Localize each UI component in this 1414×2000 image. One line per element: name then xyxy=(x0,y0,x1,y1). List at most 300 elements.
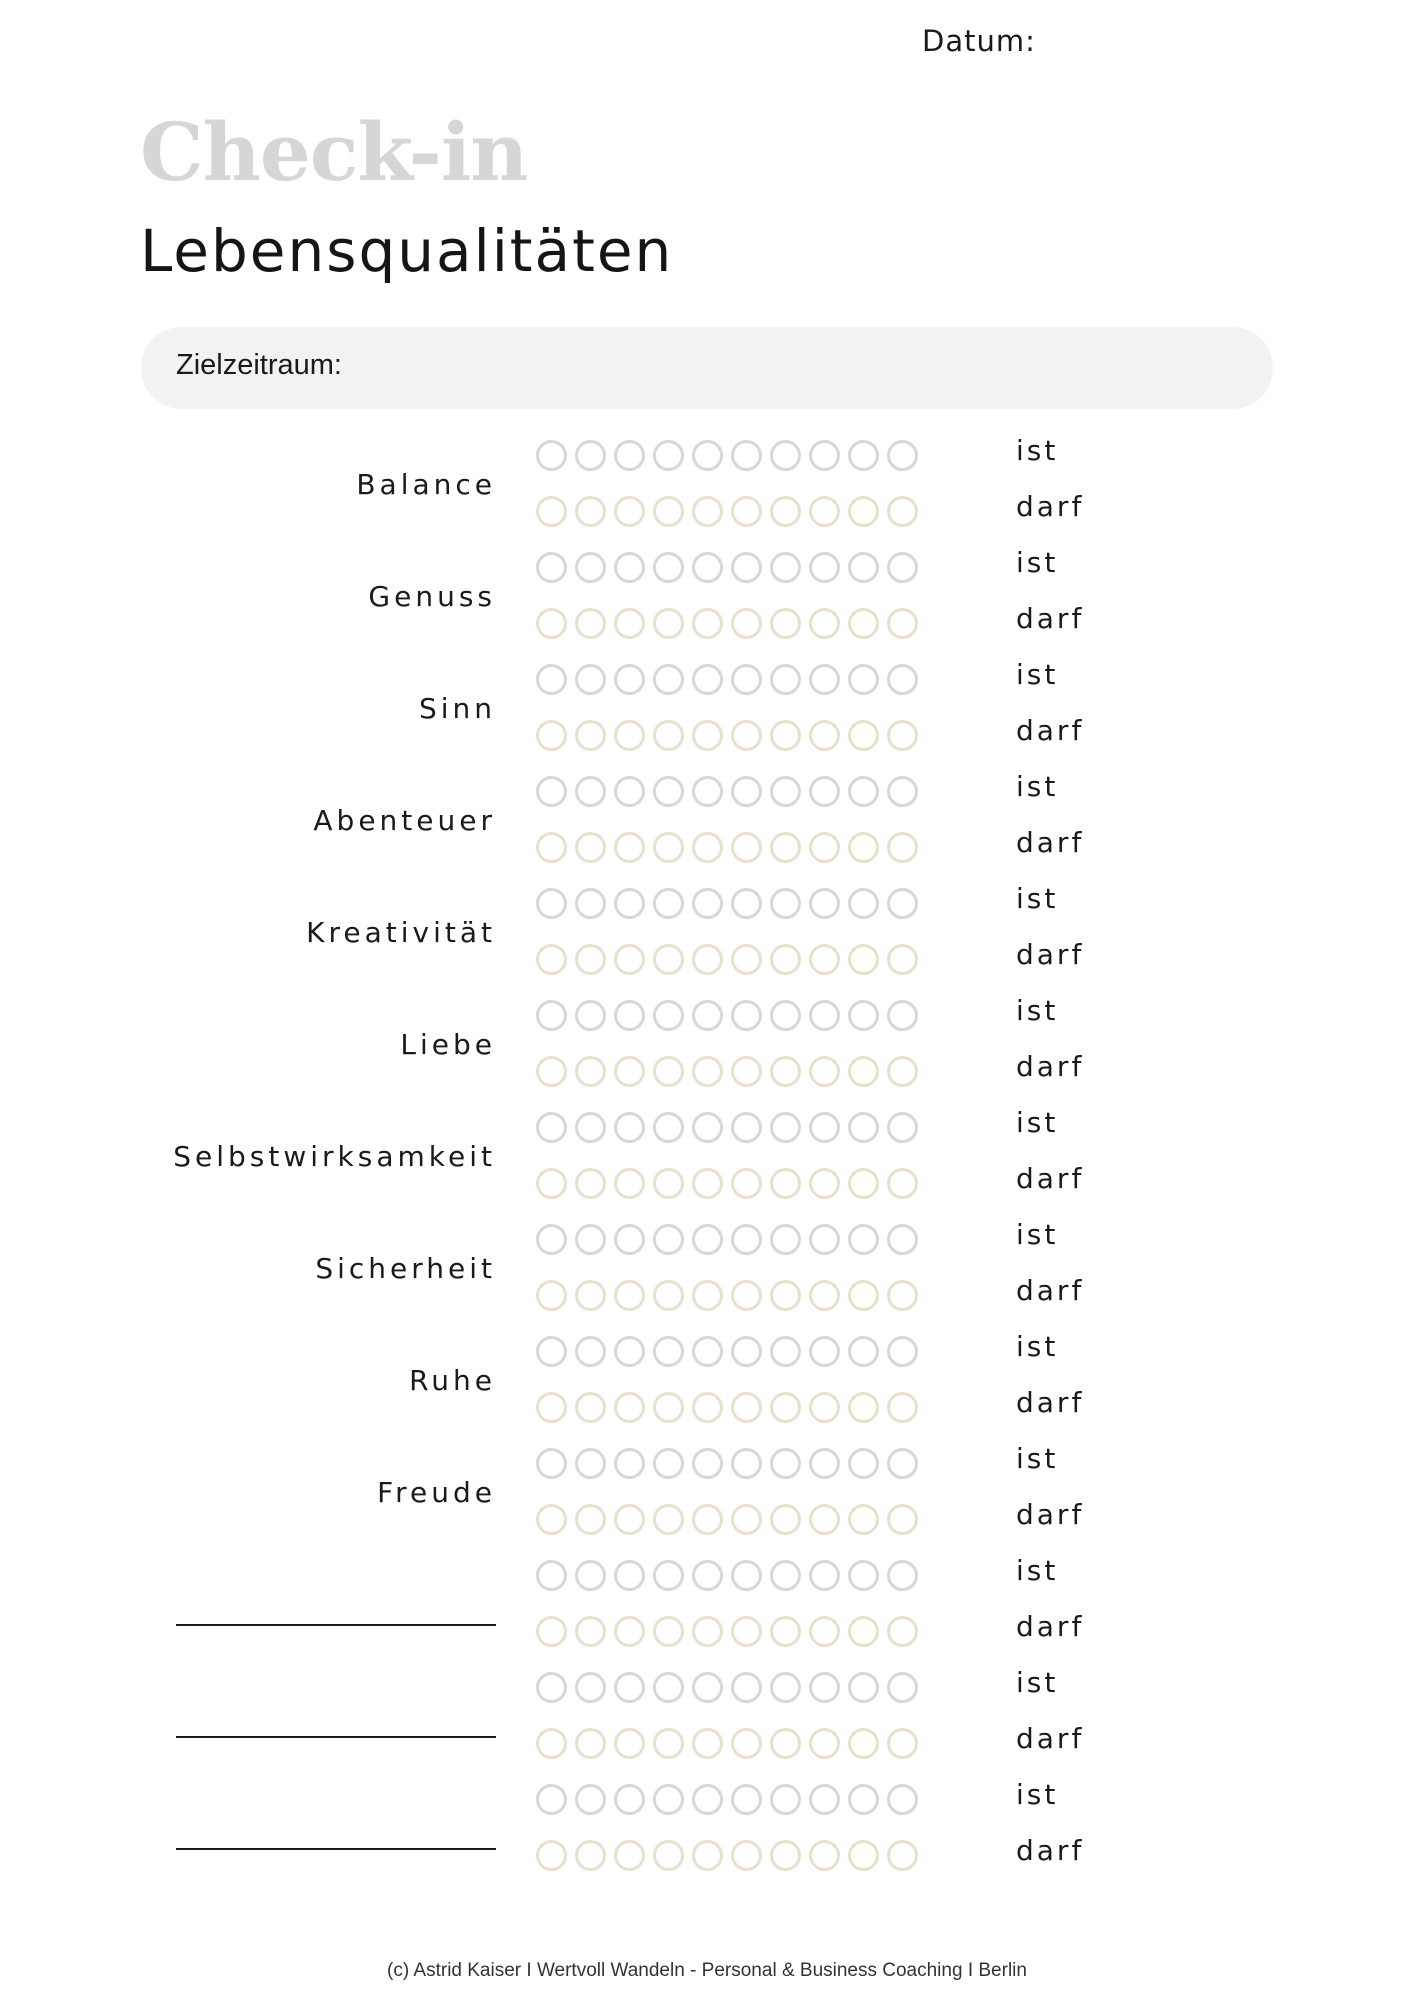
ist-rating-circle[interactable] xyxy=(575,1336,606,1367)
darf-rating-circle[interactable] xyxy=(692,496,723,527)
darf-rating-circle[interactable] xyxy=(692,944,723,975)
ist-rating-circle[interactable] xyxy=(692,440,723,471)
darf-rating-circle[interactable] xyxy=(731,1280,762,1311)
darf-rating-circle[interactable] xyxy=(692,1616,723,1647)
ist-rating-circle[interactable] xyxy=(653,1000,684,1031)
darf-rating-circle[interactable] xyxy=(848,944,879,975)
ist-rating-circle[interactable] xyxy=(770,1112,801,1143)
darf-rating-circle[interactable] xyxy=(575,1728,606,1759)
ist-rating-circle[interactable] xyxy=(692,664,723,695)
ist-rating-circle[interactable] xyxy=(887,1000,918,1031)
darf-rating-row xyxy=(536,608,918,639)
darf-rating-circle[interactable] xyxy=(887,944,918,975)
ist-rating-circle[interactable] xyxy=(770,1560,801,1591)
ist-rating-circle[interactable] xyxy=(614,552,645,583)
ist-rating-circle[interactable] xyxy=(536,1448,567,1479)
darf-rating-circle[interactable] xyxy=(653,944,684,975)
darf-rating-circle[interactable] xyxy=(848,1056,879,1087)
ist-rating-circle[interactable] xyxy=(692,776,723,807)
darf-rating-circle[interactable] xyxy=(536,1168,567,1199)
ist-rating-circle[interactable] xyxy=(692,1560,723,1591)
darf-rating-circle[interactable] xyxy=(575,1840,606,1871)
category-row xyxy=(0,768,1414,880)
ist-rating-circle[interactable] xyxy=(614,1224,645,1255)
ist-rating-circle[interactable] xyxy=(614,776,645,807)
ist-rating-circle[interactable] xyxy=(731,888,762,919)
darf-rating-circle[interactable] xyxy=(692,720,723,751)
darf-rating-circle[interactable] xyxy=(536,1392,567,1423)
darf-rating-circle[interactable] xyxy=(848,832,879,863)
darf-rating-circle[interactable] xyxy=(692,1280,723,1311)
darf-rating-circle[interactable] xyxy=(653,1168,684,1199)
darf-rating-circle[interactable] xyxy=(536,608,567,639)
darf-rating-circle[interactable] xyxy=(692,608,723,639)
ist-rating-circle[interactable] xyxy=(653,776,684,807)
darf-rating-circle[interactable] xyxy=(731,1056,762,1087)
darf-rating-circle[interactable] xyxy=(653,1616,684,1647)
ist-rating-circle[interactable] xyxy=(848,1336,879,1367)
darf-rating-circle[interactable] xyxy=(653,1504,684,1535)
darf-rating-circle[interactable] xyxy=(887,1056,918,1087)
darf-rating-circle[interactable] xyxy=(848,496,879,527)
darf-rating-circle[interactable] xyxy=(536,1504,567,1535)
darf-rating-circle[interactable] xyxy=(887,832,918,863)
ist-rating-circle[interactable] xyxy=(536,1784,567,1815)
darf-rating-circle[interactable] xyxy=(731,1840,762,1871)
ist-rating-circle[interactable] xyxy=(770,552,801,583)
quality-rating-list xyxy=(0,432,1414,1888)
ist-rating-circle[interactable] xyxy=(653,1224,684,1255)
ist-rating-row xyxy=(536,776,918,807)
darf-rating-circle[interactable] xyxy=(770,1392,801,1423)
ist-rating-circle[interactable] xyxy=(731,440,762,471)
darf-rating-circle[interactable] xyxy=(809,1168,840,1199)
ist-rating-circle[interactable] xyxy=(692,1336,723,1367)
darf-rating-circle[interactable] xyxy=(848,720,879,751)
darf-rating-circle[interactable] xyxy=(848,1616,879,1647)
ist-rating-circle[interactable] xyxy=(770,1784,801,1815)
ist-rating-circle[interactable] xyxy=(575,552,606,583)
ist-rating-circle[interactable] xyxy=(575,888,606,919)
darf-rating-circle[interactable] xyxy=(614,944,645,975)
ist-rating-circle[interactable] xyxy=(809,1672,840,1703)
ist-rating-circle[interactable] xyxy=(848,1448,879,1479)
darf-rating-circle[interactable] xyxy=(809,1504,840,1535)
darf-rating-circle[interactable] xyxy=(887,1504,918,1535)
darf-rating-circle[interactable] xyxy=(770,832,801,863)
ist-rating-circle[interactable] xyxy=(731,1784,762,1815)
ist-rating-circle[interactable] xyxy=(887,1560,918,1591)
target-period-field[interactable] xyxy=(141,327,1273,409)
darf-rating-circle[interactable] xyxy=(770,1840,801,1871)
ist-rating-row xyxy=(536,664,918,695)
custom-category-line[interactable] xyxy=(176,1624,496,1626)
darf-rating-circle[interactable] xyxy=(692,1840,723,1871)
darf-rating-circle[interactable] xyxy=(731,1504,762,1535)
darf-rating-circle[interactable] xyxy=(653,832,684,863)
darf-rating-circle[interactable] xyxy=(770,1168,801,1199)
ist-row-label: ist xyxy=(1016,882,1059,915)
darf-rating-circle[interactable] xyxy=(848,1840,879,1871)
darf-rating-circle[interactable] xyxy=(770,1728,801,1759)
darf-rating-circle[interactable] xyxy=(848,1728,879,1759)
ist-rating-circle[interactable] xyxy=(887,1224,918,1255)
ist-rating-circle[interactable] xyxy=(536,1672,567,1703)
darf-rating-circle[interactable] xyxy=(770,1280,801,1311)
ist-rating-row xyxy=(536,440,918,471)
ist-rating-circle[interactable] xyxy=(848,1560,879,1591)
ist-rating-circle[interactable] xyxy=(575,1672,606,1703)
darf-rating-circle[interactable] xyxy=(887,1392,918,1423)
ist-rating-circle[interactable] xyxy=(692,1448,723,1479)
ist-rating-circle[interactable] xyxy=(653,1448,684,1479)
ist-rating-circle[interactable] xyxy=(536,440,567,471)
ist-rating-circle[interactable] xyxy=(809,1224,840,1255)
ist-rating-circle[interactable] xyxy=(887,440,918,471)
darf-rating-circle[interactable] xyxy=(614,720,645,751)
darf-row-label: darf xyxy=(1016,714,1085,747)
darf-rating-circle[interactable] xyxy=(653,496,684,527)
ist-rating-circle[interactable] xyxy=(731,1000,762,1031)
darf-rating-circle[interactable] xyxy=(653,1056,684,1087)
page-subtitle: Lebensqualitäten xyxy=(140,217,674,285)
darf-rating-circle[interactable] xyxy=(575,832,606,863)
darf-rating-circle[interactable] xyxy=(536,720,567,751)
ist-rating-circle[interactable] xyxy=(731,552,762,583)
ist-rating-circle[interactable] xyxy=(536,1224,567,1255)
ist-row-label: ist xyxy=(1016,546,1059,579)
darf-rating-circle[interactable] xyxy=(614,1504,645,1535)
darf-rating-row xyxy=(536,496,918,527)
ist-rating-circle[interactable] xyxy=(848,1224,879,1255)
ist-rating-row xyxy=(536,1672,918,1703)
darf-rating-circle[interactable] xyxy=(653,1280,684,1311)
darf-rating-circle[interactable] xyxy=(731,1392,762,1423)
ist-rating-circle[interactable] xyxy=(770,776,801,807)
ist-rating-circle[interactable] xyxy=(770,440,801,471)
darf-rating-circle[interactable] xyxy=(692,1056,723,1087)
darf-rating-circle[interactable] xyxy=(692,1392,723,1423)
ist-rating-circle[interactable] xyxy=(614,1672,645,1703)
darf-rating-circle[interactable] xyxy=(887,1280,918,1311)
ist-rating-circle[interactable] xyxy=(536,1112,567,1143)
darf-rating-circle[interactable] xyxy=(653,720,684,751)
ist-rating-circle[interactable] xyxy=(887,552,918,583)
ist-rating-circle[interactable] xyxy=(809,1560,840,1591)
darf-rating-circle[interactable] xyxy=(770,608,801,639)
custom-category-line[interactable] xyxy=(176,1736,496,1738)
darf-rating-circle[interactable] xyxy=(653,1392,684,1423)
darf-rating-circle[interactable] xyxy=(809,1056,840,1087)
ist-rating-circle[interactable] xyxy=(614,1000,645,1031)
category-label: Balance xyxy=(356,468,496,501)
ist-rating-circle[interactable] xyxy=(848,552,879,583)
darf-rating-circle[interactable] xyxy=(575,1504,606,1535)
darf-rating-circle[interactable] xyxy=(575,1616,606,1647)
ist-rating-circle[interactable] xyxy=(731,1224,762,1255)
ist-rating-circle[interactable] xyxy=(887,1672,918,1703)
darf-rating-circle[interactable] xyxy=(809,1280,840,1311)
darf-rating-circle[interactable] xyxy=(692,832,723,863)
darf-rating-circle[interactable] xyxy=(536,944,567,975)
darf-rating-circle[interactable] xyxy=(731,1168,762,1199)
ist-row-label: ist xyxy=(1016,1218,1059,1251)
darf-rating-circle[interactable] xyxy=(536,1056,567,1087)
darf-rating-circle[interactable] xyxy=(770,944,801,975)
darf-rating-circle[interactable] xyxy=(692,1504,723,1535)
darf-rating-circle[interactable] xyxy=(848,1168,879,1199)
category-label: Liebe xyxy=(400,1028,496,1061)
ist-rating-circle[interactable] xyxy=(653,552,684,583)
ist-rating-circle[interactable] xyxy=(536,664,567,695)
darf-rating-circle[interactable] xyxy=(692,1168,723,1199)
ist-rating-row xyxy=(536,1784,918,1815)
darf-rating-circle[interactable] xyxy=(536,496,567,527)
darf-rating-circle[interactable] xyxy=(536,1616,567,1647)
darf-rating-row xyxy=(536,944,918,975)
ist-rating-circle[interactable] xyxy=(887,1448,918,1479)
ist-rating-circle[interactable] xyxy=(731,1336,762,1367)
darf-rating-circle[interactable] xyxy=(653,1728,684,1759)
ist-rating-circle[interactable] xyxy=(575,1224,606,1255)
ist-rating-circle[interactable] xyxy=(848,1784,879,1815)
ist-rating-circle[interactable] xyxy=(614,1448,645,1479)
darf-rating-circle[interactable] xyxy=(575,1056,606,1087)
ist-rating-circle[interactable] xyxy=(692,1784,723,1815)
ist-rating-circle[interactable] xyxy=(653,888,684,919)
ist-rating-circle[interactable] xyxy=(692,888,723,919)
ist-rating-circle[interactable] xyxy=(575,1784,606,1815)
darf-rating-circle[interactable] xyxy=(614,1728,645,1759)
darf-rating-circle[interactable] xyxy=(887,1728,918,1759)
category-label: Sinn xyxy=(418,692,496,725)
ist-rating-circle[interactable] xyxy=(614,1560,645,1591)
darf-rating-circle[interactable] xyxy=(731,832,762,863)
darf-rating-circle[interactable] xyxy=(809,832,840,863)
ist-rating-circle[interactable] xyxy=(809,1448,840,1479)
category-row xyxy=(0,992,1414,1104)
ist-rating-circle[interactable] xyxy=(770,1672,801,1703)
darf-rating-circle[interactable] xyxy=(809,496,840,527)
darf-rating-circle[interactable] xyxy=(614,1392,645,1423)
ist-rating-circle[interactable] xyxy=(575,776,606,807)
darf-row-label: darf xyxy=(1016,1162,1085,1195)
category-label: Abenteuer xyxy=(313,804,496,837)
ist-rating-circle[interactable] xyxy=(848,1672,879,1703)
ist-rating-circle[interactable] xyxy=(692,552,723,583)
darf-rating-circle[interactable] xyxy=(731,608,762,639)
darf-rating-circle[interactable] xyxy=(653,1840,684,1871)
darf-rating-circle[interactable] xyxy=(770,1056,801,1087)
ist-rating-circle[interactable] xyxy=(731,1672,762,1703)
darf-rating-circle[interactable] xyxy=(809,1728,840,1759)
darf-rating-circle[interactable] xyxy=(809,1392,840,1423)
ist-rating-circle[interactable] xyxy=(887,888,918,919)
darf-rating-row xyxy=(536,1840,918,1871)
ist-rating-circle[interactable] xyxy=(887,1336,918,1367)
ist-rating-circle[interactable] xyxy=(653,1672,684,1703)
darf-rating-circle[interactable] xyxy=(731,720,762,751)
ist-rating-circle[interactable] xyxy=(692,1224,723,1255)
darf-rating-circle[interactable] xyxy=(536,1280,567,1311)
darf-rating-circle[interactable] xyxy=(770,720,801,751)
darf-rating-circle[interactable] xyxy=(848,1392,879,1423)
darf-rating-row xyxy=(536,1056,918,1087)
darf-rating-circle[interactable] xyxy=(809,608,840,639)
ist-rating-circle[interactable] xyxy=(575,664,606,695)
category-row xyxy=(0,1776,1414,1888)
darf-rating-circle[interactable] xyxy=(770,1616,801,1647)
darf-rating-circle[interactable] xyxy=(887,1168,918,1199)
darf-rating-circle[interactable] xyxy=(887,496,918,527)
darf-rating-circle[interactable] xyxy=(731,496,762,527)
ist-rating-circle[interactable] xyxy=(887,1784,918,1815)
darf-rating-circle[interactable] xyxy=(614,496,645,527)
ist-rating-circle[interactable] xyxy=(653,1112,684,1143)
ist-rating-circle[interactable] xyxy=(653,664,684,695)
darf-rating-circle[interactable] xyxy=(809,944,840,975)
darf-rating-circle[interactable] xyxy=(770,496,801,527)
darf-rating-circle[interactable] xyxy=(614,608,645,639)
ist-rating-circle[interactable] xyxy=(536,888,567,919)
ist-rating-circle[interactable] xyxy=(809,552,840,583)
darf-rating-circle[interactable] xyxy=(614,832,645,863)
ist-rating-row xyxy=(536,1448,918,1479)
ist-rating-circle[interactable] xyxy=(614,1336,645,1367)
darf-rating-circle[interactable] xyxy=(614,1616,645,1647)
darf-rating-circle[interactable] xyxy=(731,1616,762,1647)
ist-rating-circle[interactable] xyxy=(731,664,762,695)
ist-rating-circle[interactable] xyxy=(731,1112,762,1143)
ist-rating-circle[interactable] xyxy=(536,1336,567,1367)
custom-category-line[interactable] xyxy=(176,1848,496,1850)
ist-rating-circle[interactable] xyxy=(809,1112,840,1143)
ist-rating-circle[interactable] xyxy=(692,1000,723,1031)
darf-rating-circle[interactable] xyxy=(887,608,918,639)
darf-rating-circle[interactable] xyxy=(575,496,606,527)
ist-rating-circle[interactable] xyxy=(653,1336,684,1367)
darf-rating-circle[interactable] xyxy=(809,1840,840,1871)
ist-rating-circle[interactable] xyxy=(692,1672,723,1703)
ist-rating-circle[interactable] xyxy=(809,440,840,471)
darf-row-label: darf xyxy=(1016,1498,1085,1531)
ist-rating-circle[interactable] xyxy=(536,776,567,807)
darf-rating-circle[interactable] xyxy=(848,1504,879,1535)
ist-rating-circle[interactable] xyxy=(536,552,567,583)
ist-rating-circle[interactable] xyxy=(770,1000,801,1031)
ist-rating-circle[interactable] xyxy=(614,1112,645,1143)
ist-rating-circle[interactable] xyxy=(536,1560,567,1591)
ist-rating-circle[interactable] xyxy=(614,888,645,919)
ist-rating-circle[interactable] xyxy=(848,440,879,471)
darf-rating-circle[interactable] xyxy=(653,608,684,639)
ist-rating-circle[interactable] xyxy=(692,1112,723,1143)
ist-rating-circle[interactable] xyxy=(653,1784,684,1815)
ist-row-label: ist xyxy=(1016,434,1059,467)
ist-rating-circle[interactable] xyxy=(887,776,918,807)
darf-rating-circle[interactable] xyxy=(887,1840,918,1871)
ist-rating-circle[interactable] xyxy=(848,1112,879,1143)
darf-rating-circle[interactable] xyxy=(536,832,567,863)
darf-rating-circle[interactable] xyxy=(614,1168,645,1199)
ist-rating-circle[interactable] xyxy=(809,1784,840,1815)
darf-rating-circle[interactable] xyxy=(575,608,606,639)
ist-rating-circle[interactable] xyxy=(809,664,840,695)
darf-row-label: darf xyxy=(1016,826,1085,859)
darf-rating-circle[interactable] xyxy=(575,1392,606,1423)
ist-rating-circle[interactable] xyxy=(887,664,918,695)
darf-row-label: darf xyxy=(1016,1386,1085,1419)
ist-rating-circle[interactable] xyxy=(575,1448,606,1479)
darf-rating-circle[interactable] xyxy=(575,1168,606,1199)
ist-rating-circle[interactable] xyxy=(770,1448,801,1479)
ist-rating-circle[interactable] xyxy=(575,1560,606,1591)
darf-rating-circle[interactable] xyxy=(614,1056,645,1087)
ist-rating-circle[interactable] xyxy=(575,440,606,471)
category-label: Sicherheit xyxy=(315,1252,496,1285)
darf-rating-circle[interactable] xyxy=(575,1280,606,1311)
ist-rating-circle[interactable] xyxy=(653,440,684,471)
ist-rating-circle[interactable] xyxy=(848,888,879,919)
ist-rating-circle[interactable] xyxy=(614,440,645,471)
ist-rating-row xyxy=(536,1224,918,1255)
ist-rating-circle[interactable] xyxy=(614,664,645,695)
ist-rating-circle[interactable] xyxy=(536,1000,567,1031)
darf-rating-circle[interactable] xyxy=(614,1840,645,1871)
ist-rating-circle[interactable] xyxy=(809,1000,840,1031)
darf-rating-circle[interactable] xyxy=(809,720,840,751)
ist-rating-circle[interactable] xyxy=(848,776,879,807)
darf-rating-circle[interactable] xyxy=(887,720,918,751)
ist-rating-circle[interactable] xyxy=(809,776,840,807)
darf-rating-circle[interactable] xyxy=(575,720,606,751)
ist-rating-circle[interactable] xyxy=(731,776,762,807)
ist-rating-circle[interactable] xyxy=(575,1112,606,1143)
ist-rating-circle[interactable] xyxy=(575,1000,606,1031)
ist-rating-circle[interactable] xyxy=(887,1112,918,1143)
darf-rating-circle[interactable] xyxy=(887,1616,918,1647)
ist-rating-circle[interactable] xyxy=(848,1000,879,1031)
category-row xyxy=(0,1440,1414,1552)
ist-rating-circle[interactable] xyxy=(731,1448,762,1479)
darf-rating-circle[interactable] xyxy=(575,944,606,975)
ist-rating-circle[interactable] xyxy=(809,1336,840,1367)
darf-rating-circle[interactable] xyxy=(614,1280,645,1311)
ist-rating-circle[interactable] xyxy=(848,664,879,695)
ist-rating-circle[interactable] xyxy=(653,1560,684,1591)
ist-rating-circle[interactable] xyxy=(770,888,801,919)
darf-rating-circle[interactable] xyxy=(731,1728,762,1759)
darf-rating-circle[interactable] xyxy=(770,1504,801,1535)
ist-rating-circle[interactable] xyxy=(770,1224,801,1255)
ist-rating-circle[interactable] xyxy=(614,1784,645,1815)
darf-rating-circle[interactable] xyxy=(536,1728,567,1759)
ist-rating-circle[interactable] xyxy=(809,888,840,919)
darf-rating-row xyxy=(536,1280,918,1311)
darf-rating-circle[interactable] xyxy=(692,1728,723,1759)
darf-rating-circle[interactable] xyxy=(731,944,762,975)
darf-rating-row xyxy=(536,1728,918,1759)
darf-rating-circle[interactable] xyxy=(536,1840,567,1871)
ist-rating-circle[interactable] xyxy=(770,1336,801,1367)
darf-rating-circle[interactable] xyxy=(809,1616,840,1647)
darf-rating-circle[interactable] xyxy=(848,608,879,639)
ist-row-label: ist xyxy=(1016,1106,1059,1139)
ist-rating-circle[interactable] xyxy=(731,1560,762,1591)
darf-rating-row xyxy=(536,832,918,863)
darf-rating-circle[interactable] xyxy=(848,1280,879,1311)
ist-rating-circle[interactable] xyxy=(770,664,801,695)
